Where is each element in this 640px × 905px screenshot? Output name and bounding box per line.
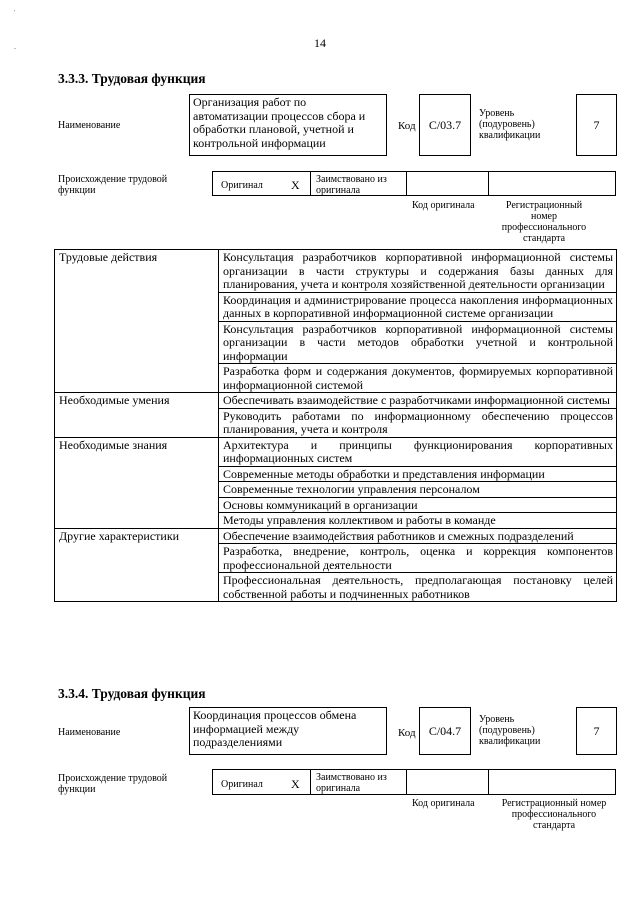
section1-origin-label: Происхождение трудовой функции (58, 174, 168, 196)
section1-orig-code-label: Код оригинала (412, 200, 475, 211)
table-row: Координация и администрирование процесса накопления информационных данных в корпоративной информационной системе организации (219, 292, 617, 321)
function-details-table (54, 249, 617, 602)
margin-mark-top: ' (14, 10, 16, 16)
section1-name-value: Организация работ по автоматизации процессов сбора и обработки плановой, учетной и контрольной информации (193, 95, 366, 150)
section1-code-label: Код (398, 120, 416, 132)
section2-orig-code-label: Код оригинала (412, 798, 475, 809)
section-title: Трудовые действия (55, 250, 219, 393)
section1-name-label: Наименование (58, 120, 121, 131)
section1-level-box (576, 94, 617, 156)
table-row: Обеспечивать взаимодействие с разработчиками информационной системы (219, 393, 617, 409)
section2-level-box (576, 707, 617, 755)
table-row: Разработка форм и содержания документов, формируемых корпоративной информационной системой (219, 364, 617, 393)
table-row: Руководить работами по информационному обеспечению процессов планирования, учета и контроля (219, 408, 617, 437)
section1-name-box (189, 94, 387, 156)
table-row: Архитектура и принципы функционирования корпоративных информационных систем (219, 437, 617, 466)
section1-original-label: Оригинал (221, 180, 263, 191)
section2-code-value: C/04.7 (428, 723, 462, 738)
section1-reg-number-label: Регистрационный номер профессионального стандарта (501, 200, 587, 244)
table-row: Методы управления коллективом и работы в команде (219, 513, 617, 529)
table-row: Современные методы обработки и представления информации (219, 466, 617, 482)
section1-heading: 3.3.3. Трудовая функция (58, 71, 206, 86)
table-row: Разработка, внедрение, контроль, оценка и коррекция компонентов профессиональной деятельности (219, 544, 617, 573)
section1-level-label: Уровень (подуровень) квалификации (479, 108, 541, 141)
section2-name-value: Координация процессов обмена информацией между подразделениями (193, 708, 357, 749)
section1-level-value: 7 (593, 117, 600, 132)
section2-name-label: Наименование (58, 727, 121, 738)
section1-original-mark: X (291, 178, 300, 192)
section2-reg-number-label: Регистрационный номер профессионального стандарта (501, 798, 607, 831)
page-number: 14 (314, 36, 326, 50)
section-title: Необходимые умения (55, 393, 219, 438)
section1-borrowed-label: Заимствовано из оригинала (316, 174, 387, 196)
section-title: Необходимые знания (55, 437, 219, 528)
table-row: Современные технологии управления персоналом (219, 482, 617, 498)
table-row: Профессиональная деятельность, предполагающая постановку целей собственной работы и подчиненных работников (219, 573, 617, 602)
section2-level-value: 7 (593, 723, 600, 738)
section1-code-box (419, 94, 471, 156)
table-row: Обеспечение взаимодействия работников и смежных подразделений (219, 528, 617, 544)
section2-origin-label: Происхождение трудовой функции (58, 773, 168, 795)
section2-level-label: Уровень (подуровень) квалификации (479, 714, 541, 747)
table-row: Консультация разработчиков корпоративной информационной системы организации в части методов обработки учетной и контрольной информации (219, 321, 617, 364)
section2-borrowed-label: Заимствовано из оригинала (316, 772, 387, 794)
section2-code-label: Код (398, 727, 416, 739)
section2-code-box (419, 707, 471, 755)
section2-heading: 3.3.4. Трудовая функция (58, 686, 206, 701)
section-title: Другие характеристики (55, 528, 219, 602)
section2-original-label: Оригинал (221, 779, 263, 790)
section2-origin-table (212, 769, 616, 795)
table-row: Основы коммуникаций в организации (219, 497, 617, 513)
section1-code-value: C/03.7 (428, 117, 462, 132)
section2-original-mark: X (291, 777, 300, 791)
table-row: Консультация разработчиков корпоративной информационной системы организации в части структуры и содержания базы данных для планирования, учета и контроля хозяйственной деятельности организации (219, 250, 617, 293)
section2-name-box (189, 707, 387, 755)
section1-origin-table (212, 171, 616, 196)
margin-mark-side: - (14, 46, 16, 52)
